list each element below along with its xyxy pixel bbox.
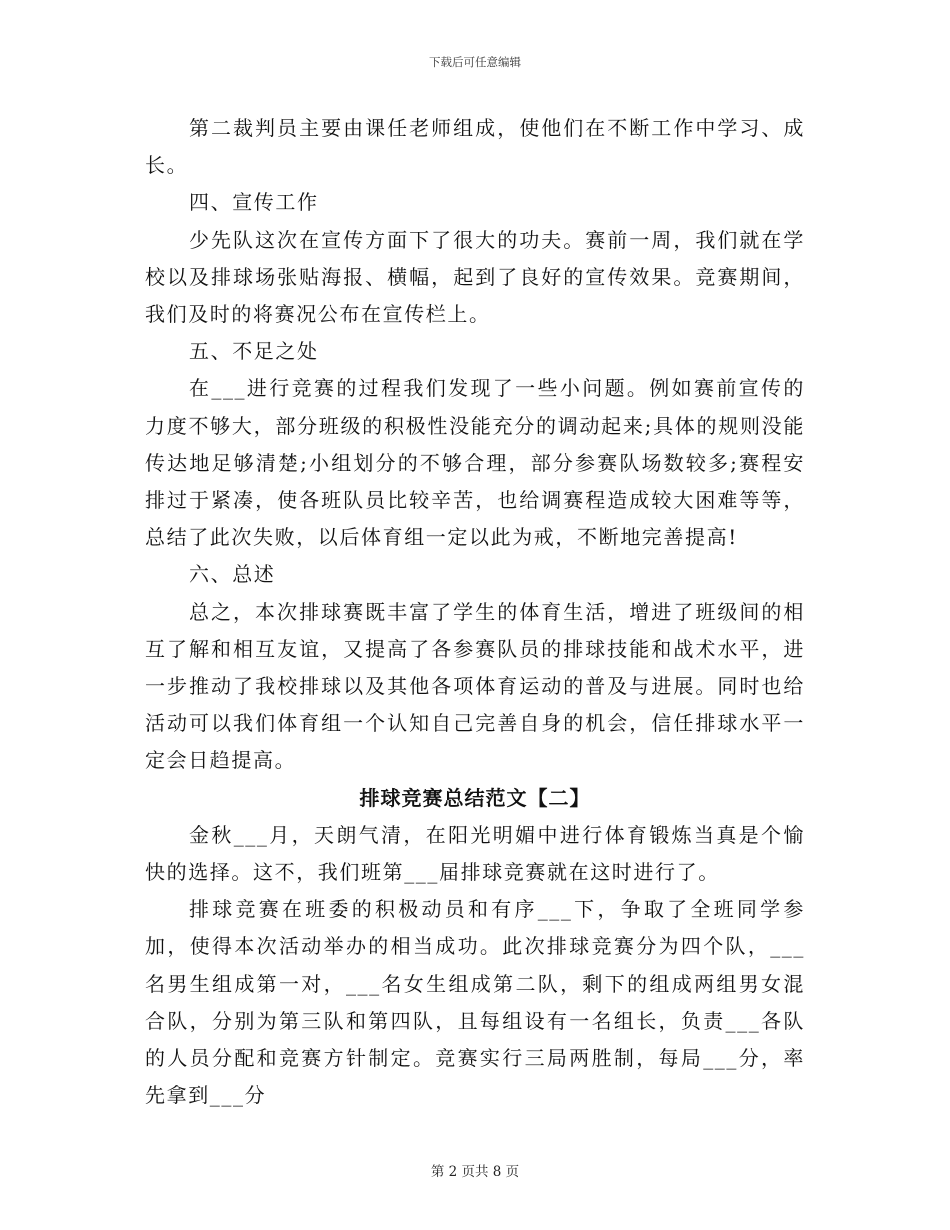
section-heading: 六、总述 xyxy=(189,562,276,587)
page-header: 下载后可任意编辑 xyxy=(429,55,521,69)
paragraph: 在___进行竞赛的过程我们发现了一些小问题。例如赛前宣传的力度不够大，部分班级的积极性没能充分的调动起来;具体的规则没能传达地足够清楚;小组划分的不够合理，部分参赛队场数较多;赛程安排过于紧凑，使各班队员比较辛苦，也给调赛程造成较大困难等等，总结了此次失败，以后体育组一定以此为戒，不断地完善提高! xyxy=(145,376,805,550)
document-title: 排球竞赛总结范文【二】 xyxy=(359,785,591,810)
section-heading: 五、不足之处 xyxy=(189,339,319,364)
paragraph: 金秋___月，天朗气清，在阳光明媚中进行体育锻炼当真是个愉快的选择。这不，我们班第___届排球竞赛就在这时进行了。 xyxy=(145,822,805,885)
paragraph: 排球竞赛在班委的积极动员和有序___下，争取了全班同学参加，使得本次活动举办的相当成功。此次排球竞赛分为四个队，___名男生组成第一对，___名女生组成第二队，剩下的组成两组男女混合队，分别为第三队和第四队，且每组设有一名组长，负责___各队的人员分配和竞赛方针制定。竞赛实行三局两胜制，每局___分，率先拿到___分 xyxy=(145,897,805,1108)
page-footer: 第 2 页共 8 页 xyxy=(430,1164,520,1180)
section-heading: 四、宣传工作 xyxy=(189,190,319,215)
paragraph: 少先队这次在宣传方面下了很大的功夫。赛前一周，我们就在学校以及排球场张贴海报、横幅，起到了良好的宣传效果。竞赛期间，我们及时的将赛况公布在宣传栏上。 xyxy=(145,227,805,327)
paragraph: 总之，本次排球赛既丰富了学生的体育生活，增进了班级间的相互了解和相互友谊，又提高了各参赛队员的排球技能和战术水平，进一步推动了我校排球以及其他各项体育运动的普及与进展。同时也给活动可以我们体育组一个认知自己完善自身的机会，信任排球水平一定会日趋提高。 xyxy=(145,599,805,773)
document-body xyxy=(145,110,805,1114)
paragraph: 第二裁判员主要由课任老师组成，使他们在不断工作中学习、成长。 xyxy=(145,116,805,178)
